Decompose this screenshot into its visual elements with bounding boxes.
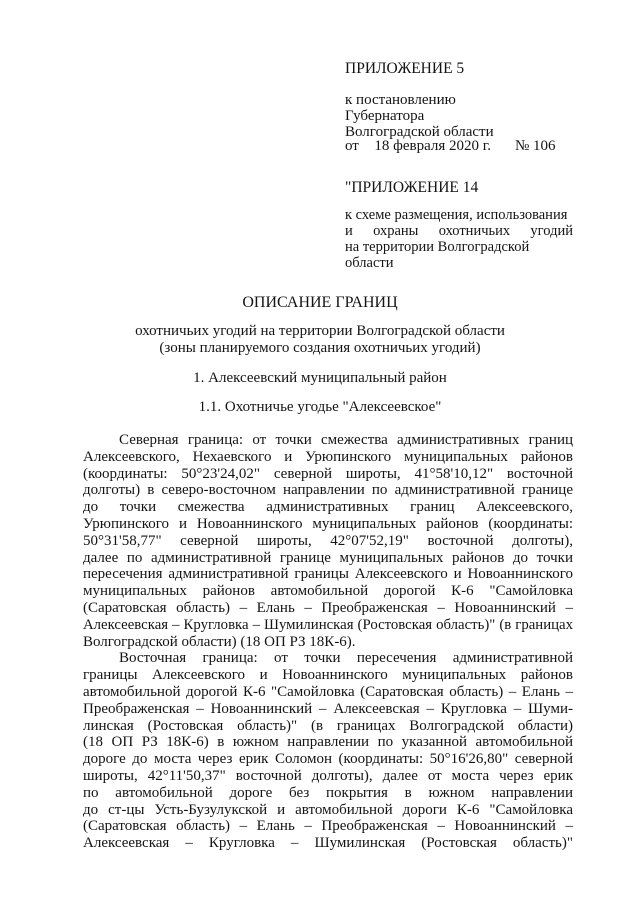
document-body <box>83 432 573 852</box>
appendix14-line: и охраны охотничьих угодий <box>345 223 573 239</box>
text-line: Северная граница: от точки смежества административных границ <box>119 432 573 448</box>
text-line: Алексеевского, Нехаевского и Урюпинского муниципальных районов <box>83 448 573 465</box>
text-line: (координаты: 50°23'24,02" северной широты, 41°58'10,12" восточной <box>83 465 573 482</box>
text-line: Алексеевская – Кругловка – Шумилинская (Ростовская область)" <box>83 835 573 852</box>
text-line: муниципальных районов автомобильной дорогой К-6 "Самойловка <box>83 583 573 600</box>
appendix-line: к постановлению <box>345 92 456 108</box>
decree-date-line <box>345 138 556 155</box>
appendix-line: Губернатора <box>345 108 425 124</box>
date-prefix: от <box>345 138 359 154</box>
paragraph-east-border <box>83 650 573 852</box>
text-line: по автомобильной дороге без покрытия в южном направлении <box>83 784 573 801</box>
paragraph-north-border <box>83 432 573 650</box>
text-line: Урюпинского и Новоаннинского муниципальных районов (координаты: <box>83 515 573 532</box>
section-heading: 1. Алексеевский муниципальный район <box>193 370 447 386</box>
appendix-title: ПРИЛОЖЕНИЕ 5 <box>345 60 465 77</box>
text-line: 50°31'58,77" северной широты, 42°07'52,19" восточной долготы), <box>83 532 573 549</box>
subtitle-line: (зоны планируемого создания охотничьих угодий) <box>159 340 481 356</box>
text-line: границы Алексеевского и Новоаннинского муниципальных районов <box>83 667 573 684</box>
text-line: Восточная граница: от точки пересечения административной <box>119 650 573 667</box>
text-line: Преображенская – Новоаннинский – Алексеевская – Кругловка – Шуми- <box>83 700 573 717</box>
appendix14-title: "ПРИЛОЖЕНИЕ 14 <box>345 179 479 196</box>
text-line: до точки смежества административных границ Алексеевского, <box>83 499 573 516</box>
document-subtitle <box>0 323 640 357</box>
text-line: до ст-цы Усть-Бузулукской и автомобильной дороги К-6 "Самойловка <box>83 801 573 818</box>
decree-number: № 106 <box>515 138 556 154</box>
subtitle-line: охотничьих угодий на территории Волгоградской области <box>135 323 505 339</box>
subsection-heading: 1.1. Охотничье угодье "Алексеевское" <box>198 399 442 415</box>
text-line: долготы) в северо-восточном направлении по административной границе <box>83 482 573 499</box>
text-line: (Саратовская область) – Елань – Преображенская – Новоаннинский – <box>83 599 573 616</box>
text-line: (Саратовская область) – Елань – Преображенская – Новоаннинский – <box>83 818 573 835</box>
text-line: пересечения административной границы Алексеевского и Новоаннинского <box>83 566 573 583</box>
appendix-line: Волгоградской области <box>345 124 494 140</box>
text-line: Волгоградской области) (18 ОП РЗ 18К-6). <box>83 633 356 650</box>
appendix14-line: на территории Волгоградской области <box>345 239 530 271</box>
text-line: автомобильной дорогой К-6 "Самойловка (Саратовская область) – Елань – <box>83 683 573 700</box>
text-line: (18 ОП РЗ 18К-6) в южном направлении по указанной автомобильной <box>83 734 573 751</box>
appendix14-line: к схеме размещения, использования <box>345 207 568 223</box>
document-title: ОПИСАНИЕ ГРАНИЦ <box>242 294 398 311</box>
text-line: далее по административной границе муниципальных районов до точки <box>83 549 573 566</box>
text-line: дороге до моста через ерик Соломон (координаты: 50°16'26,80" северной <box>83 751 573 768</box>
appendix14-scheme-ref <box>345 207 573 271</box>
decree-date: 18 февраля 2020 г. <box>374 138 491 154</box>
appendix-decree-ref <box>345 92 494 140</box>
text-line: линская (Ростовская область)" (в границах Волгоградской области) <box>83 717 573 734</box>
text-line: широты, 42°11'50,37" восточной долготы), далее от моста через ерик <box>83 767 573 784</box>
text-line: Алексеевская – Кругловка – Шумилинская (Ростовская область)" (в границах <box>83 616 573 633</box>
